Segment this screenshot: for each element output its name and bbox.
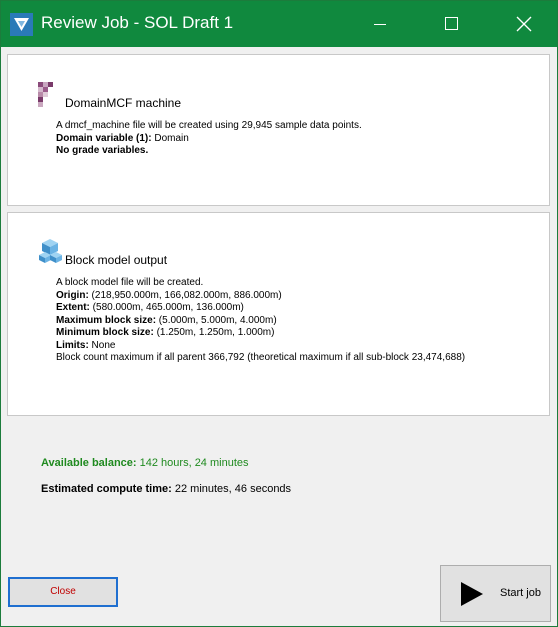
minimize-icon: [374, 24, 386, 25]
dmcf-machine-panel: [7, 54, 550, 206]
info-line: Maximum block size: (5.000m, 5.000m, 4.000m): [56, 314, 277, 326]
block-model-icon: [37, 237, 65, 265]
compute-value: 22 minutes, 46 seconds: [171, 483, 292, 495]
dmcf-info-text: [56, 120, 362, 158]
balance-label: Available balance:: [41, 457, 137, 469]
dmcf-section-title: DomainMCF machine: [65, 96, 182, 110]
window-title: Review Job - SOL Draft 1: [41, 13, 234, 32]
close-icon: [516, 16, 532, 32]
block-model-panel: [7, 212, 550, 416]
close-window-button[interactable]: [501, 1, 547, 47]
block-info-text: [56, 277, 465, 365]
available-balance: [41, 457, 249, 469]
domain-mcf-icon: [36, 81, 64, 109]
start-job-button[interactable]: [440, 565, 551, 622]
info-line: Domain variable (1): Domain: [56, 132, 189, 144]
info-line: A block model file will be created.: [56, 277, 204, 288]
maximize-button[interactable]: [429, 1, 475, 47]
close-button[interactable]: Close: [8, 577, 118, 607]
start-job-label: Start job: [500, 587, 541, 599]
block-section-title: Block model output: [65, 253, 168, 267]
info-line: Block count maximum if all parent 366,792 (theoretical maximum if all sub-block 23,474,688): [56, 352, 466, 363]
info-line: Extent: (580.000m, 465.000m, 136.000m): [56, 302, 244, 313]
balance-value: 142 hours, 24 minutes: [136, 457, 249, 469]
info-line: Origin: (218,950.000m, 166,082.000m, 886.000m): [56, 289, 282, 301]
info-line: Limits: None: [56, 339, 116, 351]
title-bar[interactable]: [1, 1, 557, 47]
minimize-button[interactable]: [357, 1, 403, 47]
play-icon: [459, 581, 485, 607]
info-line: Minimum block size: (1.250m, 1.250m, 1.000m): [56, 327, 275, 338]
maximize-icon: [445, 17, 458, 30]
estimated-compute-time: [41, 483, 291, 495]
compute-label: Estimated compute time:: [41, 483, 172, 495]
info-line: A dmcf_machine file will be created using 29,945 sample data points.: [56, 120, 362, 131]
info-line: No grade variables.: [56, 145, 149, 156]
app-logo-icon: [10, 13, 33, 36]
